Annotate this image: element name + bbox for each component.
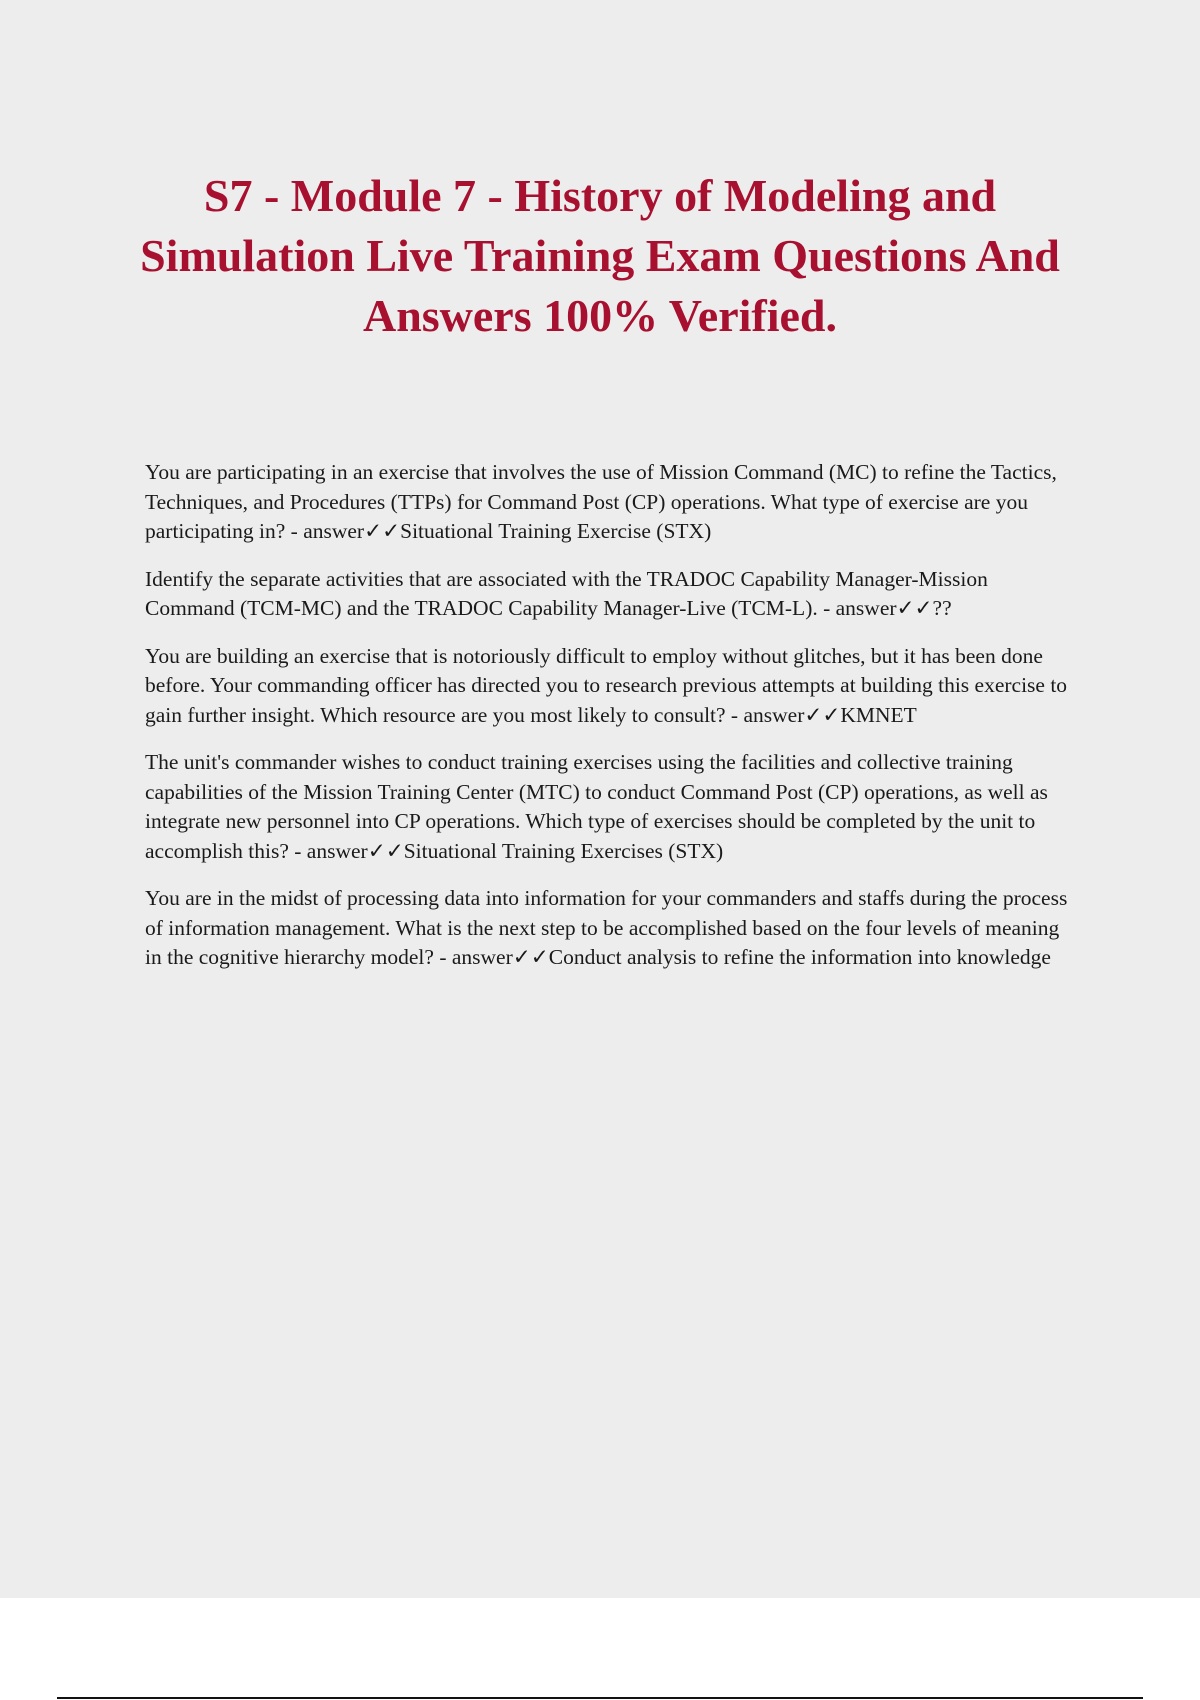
qa-item: You are building an exercise that is notoriously difficult to employ without glitches, but it has been done before. Your commanding officer has directed you to research previous attempts at building this exercise to gain further insight. Which resource are you most likely to consult? - answer✓✓KMNET <box>145 643 1068 727</box>
document-title: S7 - Module 7 - History of Modeling and Simulation Live Training Exam Questions And Answers 100% Verified. <box>140 170 1060 341</box>
qa-item: The unit's commander wishes to conduct training exercises using the facilities and collective training capabilities of the Mission Training Center (MTC) to conduct Command Post (CP) operations, as well as integrate new personnel into CP operations. Which type of exercises should be completed by the unit to accomplish this? - answer✓✓Situational Training Exercises (STX) <box>145 750 1048 863</box>
qa-item: Identify the separate activities that are associated with the TRADOC Capability Manager-Mission Command (TCM-MC) and the TRADOC Capability Manager-Live (TCM-L). - answer✓✓?? <box>145 566 988 620</box>
qa-list <box>145 458 1080 991</box>
page-divider <box>57 1697 1143 1699</box>
qa-item: You are in the midst of processing data into information for your commanders and staffs during the process of information management. What is the next step to be accomplished based on the four levels of meaning in the cognitive hierarchy model? - answer✓✓Conduct analysis to refine the information into knowledge <box>145 886 1068 969</box>
qa-item: You are participating in an exercise that involves the use of Mission Command (MC) to refine the Tactics, Techniques, and Procedures (TTPs) for Command Post (CP) operations. What type of exercise are you participating in? - answer✓✓Situational Training Exercise (STX) <box>145 460 1057 543</box>
